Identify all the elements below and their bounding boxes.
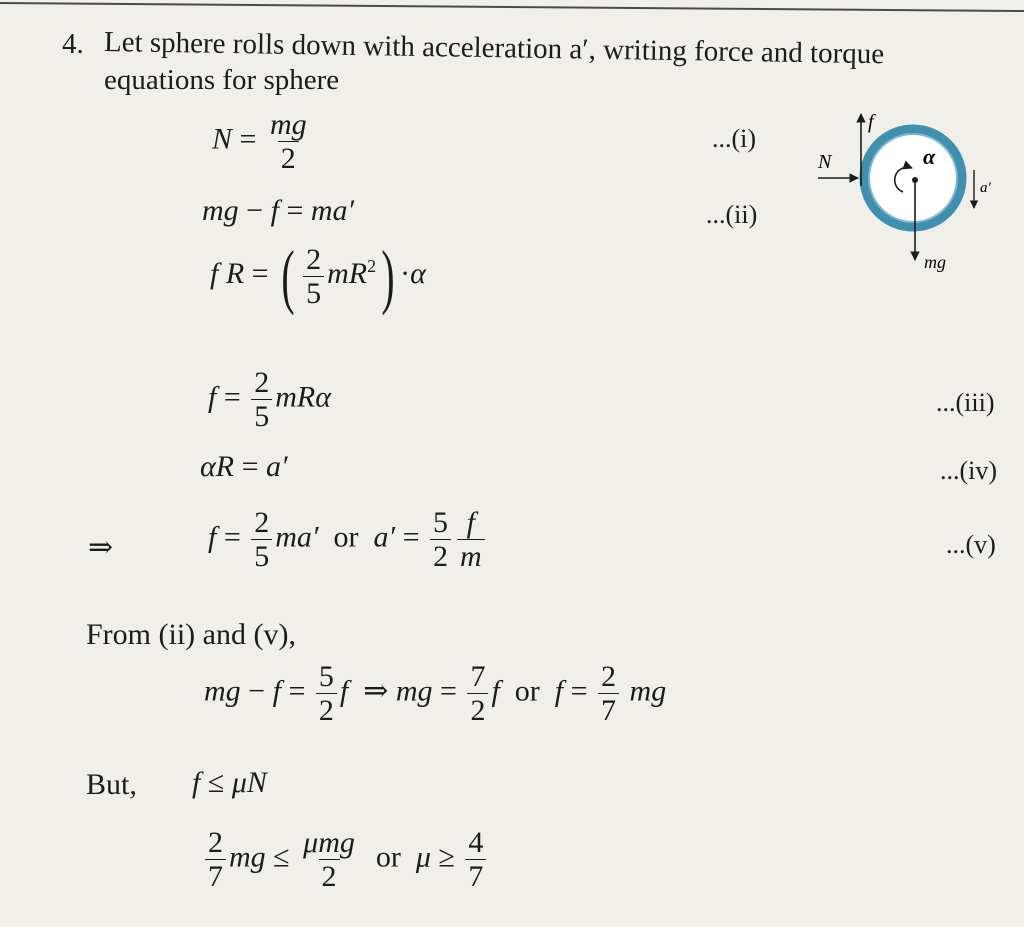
- normal-force-label: N: [818, 151, 832, 173]
- or-word-1: or: [333, 520, 359, 554]
- problem-intro-line2: equations for sphere: [104, 64, 340, 96]
- weight-label: mg: [924, 252, 946, 272]
- or-word-2: or: [514, 674, 540, 708]
- or-word-3: or: [375, 840, 401, 874]
- from-line: From (ii) and (v),: [86, 618, 296, 651]
- equation-result: $\frac{2}{7}$ mg ≤ $\frac{\text{μmg}}{2}$ or μ ≥ $\frac{4}{7}$: [202, 826, 489, 893]
- equation-friction-limit: f ≤ μN: [192, 766, 267, 799]
- eq-ref-iii: ...(iii): [936, 388, 995, 417]
- equation-force: mg − f = ma′: [202, 194, 355, 227]
- eq-ref-v: ...(v): [946, 530, 996, 559]
- top-rule: [0, 2, 1024, 12]
- equation-friction-alpha: f = $\frac{2}{5}$ mRα: [208, 366, 332, 433]
- but-word: But,: [86, 768, 137, 801]
- implies-symbol: ⇒: [88, 531, 114, 564]
- equation-friction-acceleration: f = $\frac{2}{5}$ ma′ or a′ = $\frac{5}{2}$ $\frac{f}{m}$: [208, 506, 488, 573]
- eq-ref-i: ...(i): [712, 124, 757, 153]
- sphere-free-body-diagram: [808, 100, 1008, 280]
- eq-ref-ii: ...(ii): [706, 200, 758, 229]
- problem-number: 4.: [62, 28, 84, 60]
- equation-combined: mg − f = $\frac{5}{2}$ f ⇒ mg = $\frac{7}{2}$ f or f = $\frac{2}{7}$ mg: [204, 660, 667, 727]
- problem-intro-line1: Let sphere rolls down with acceleration a′, writing force and torque: [103, 26, 885, 71]
- eq-ref-iv: ...(iv): [940, 456, 998, 485]
- equation-torque: f R = ( $\frac{2}{5}$ $mR^2) \cdot\alpha$: [210, 236, 426, 316]
- acceleration-label: a′: [980, 180, 991, 196]
- friction-label: f: [868, 111, 874, 133]
- equation-rolling-condition: αR = a′: [200, 450, 288, 483]
- alpha-label: α: [923, 144, 936, 169]
- equation-normal-force: N = $\frac{mg}{2}$: [212, 108, 307, 175]
